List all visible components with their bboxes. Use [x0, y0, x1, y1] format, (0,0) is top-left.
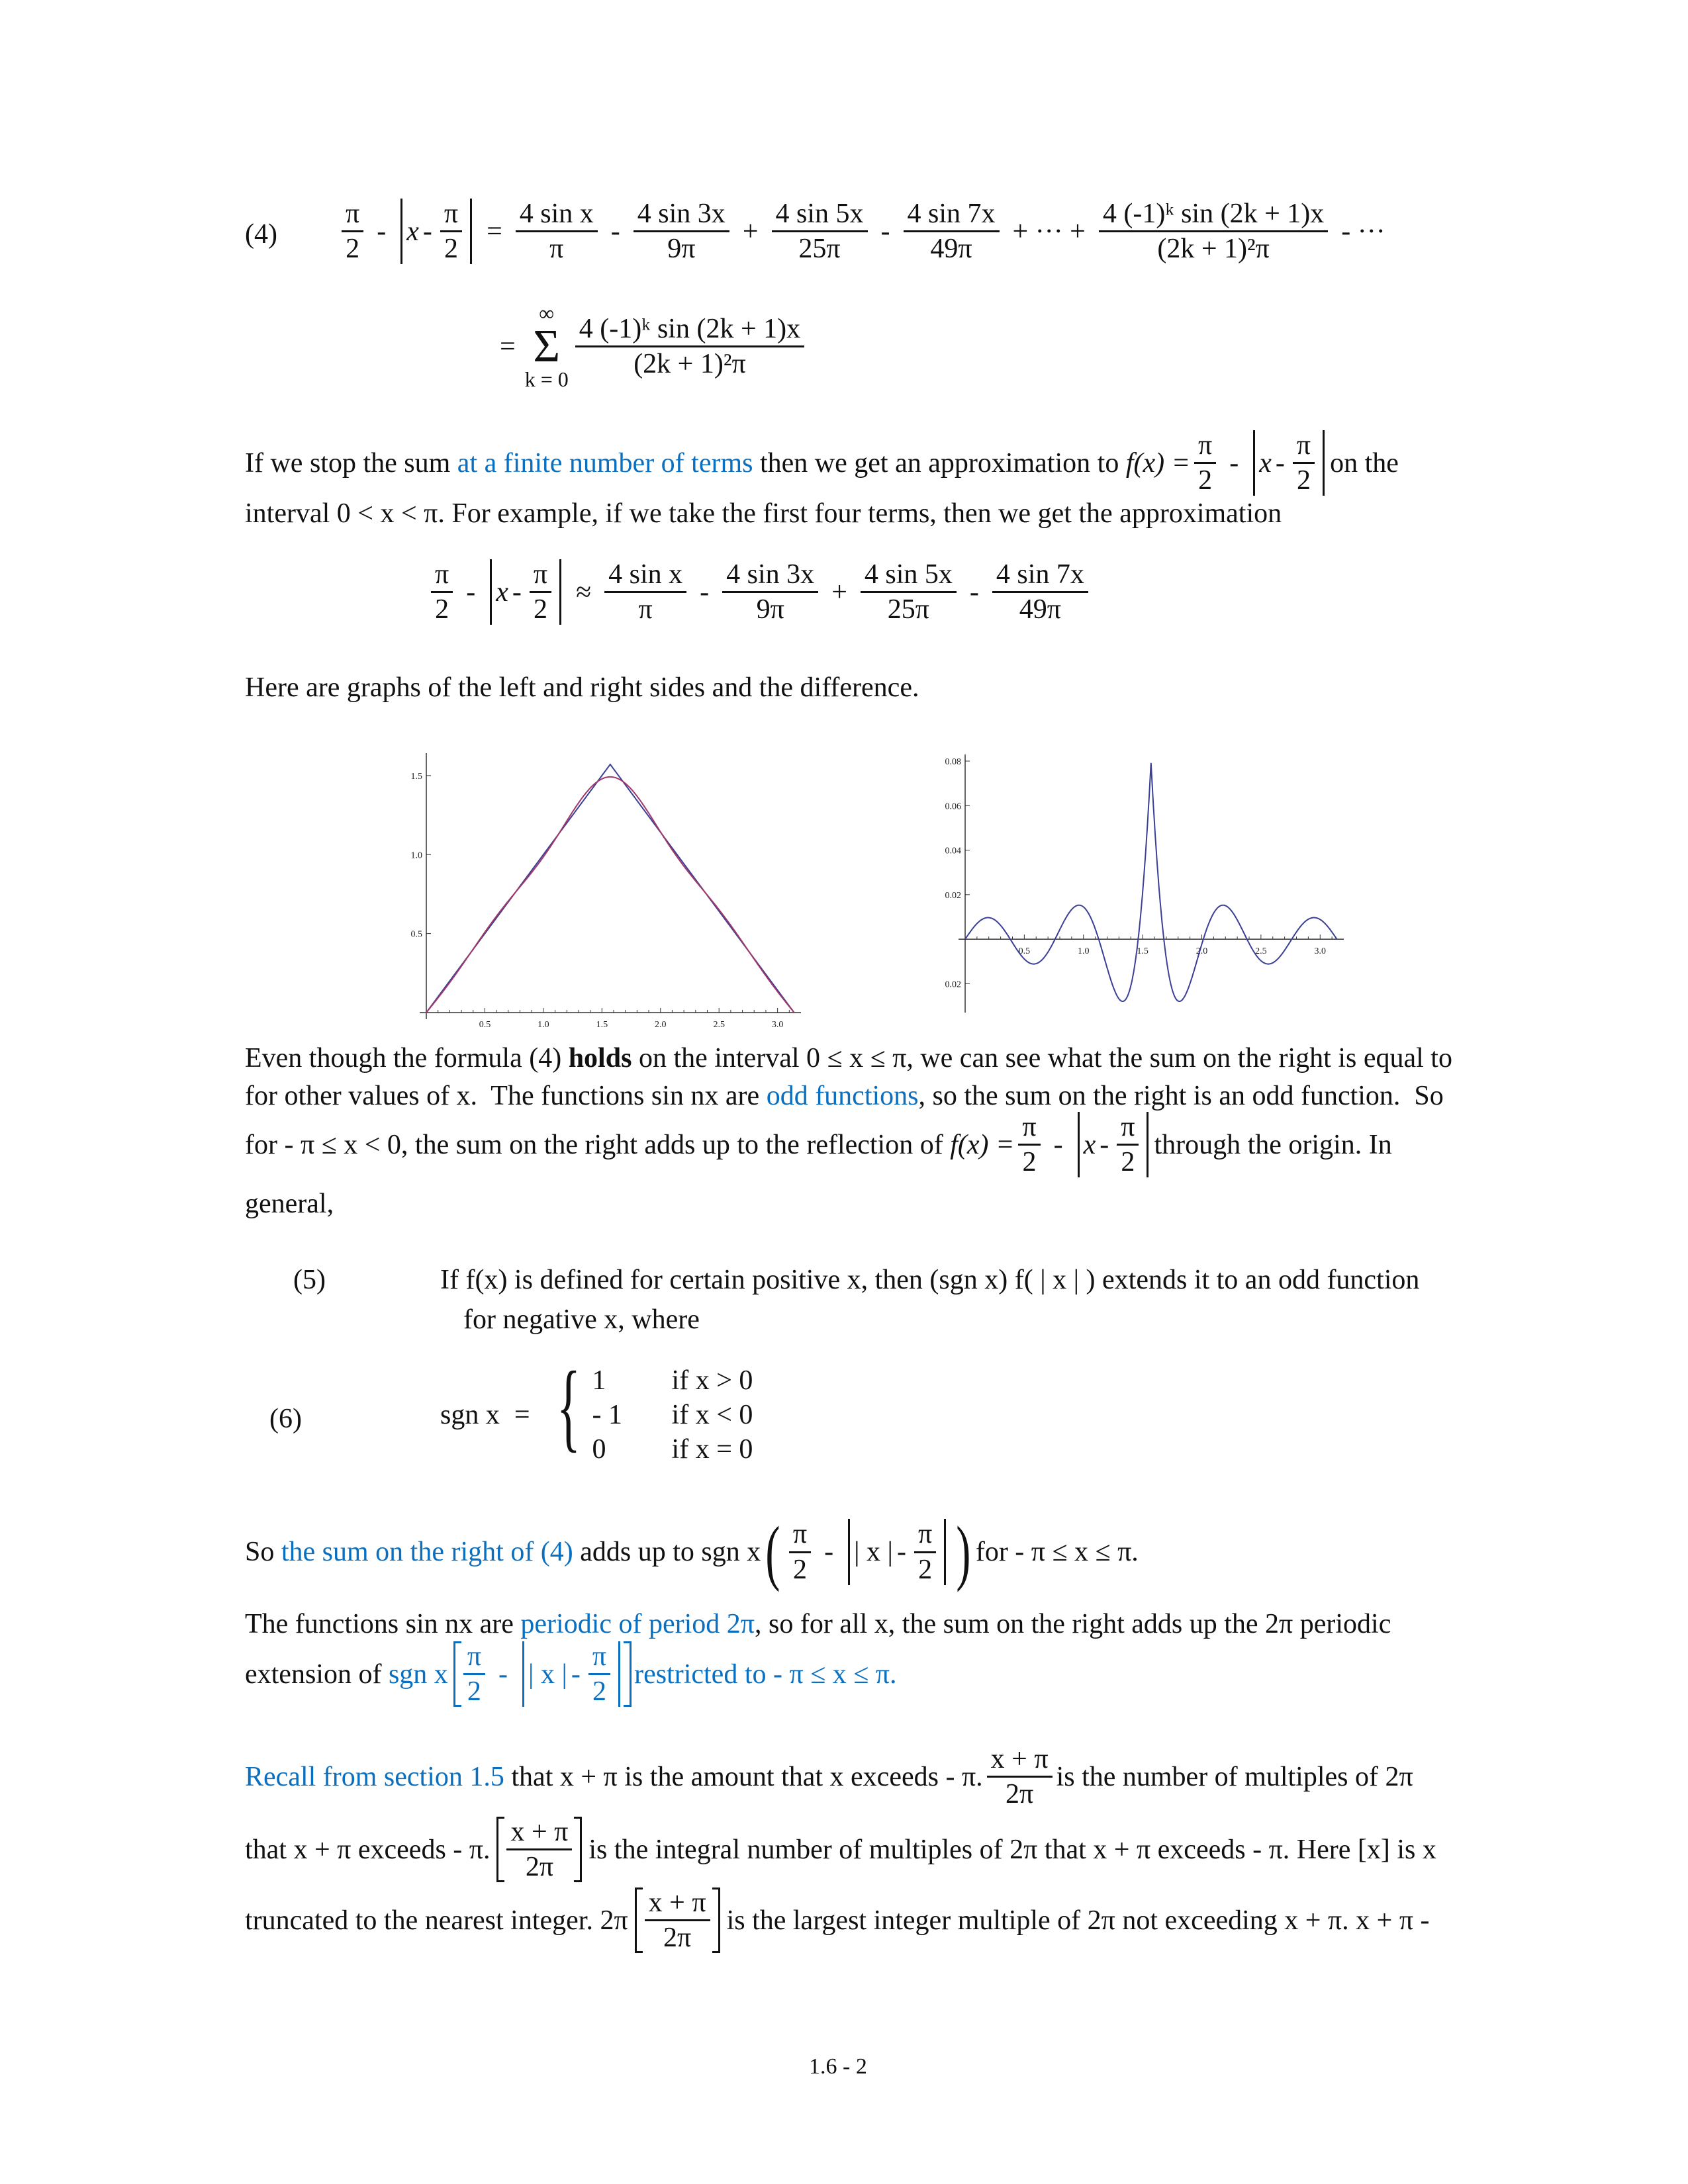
link-finite-number-of-terms[interactable]: at a finite number of terms — [457, 447, 753, 478]
case-row — [592, 1363, 753, 1398]
denominator: 2π — [1006, 1779, 1034, 1810]
fraction-x-plus-pi-over-2pi — [987, 1744, 1053, 1809]
case-value: 1 — [592, 1365, 606, 1396]
numerator: π — [1018, 1112, 1040, 1146]
fraction-pi-over-2 — [1293, 430, 1315, 496]
paragraph-periodic-line2 — [245, 1641, 897, 1707]
fraction-pi-over-2 — [1194, 430, 1216, 496]
y-tick-label: 0.04 — [945, 846, 961, 856]
text: The functions sin nx are — [245, 1609, 521, 1639]
case-row — [592, 1432, 753, 1467]
x-tick-label: 3.0 — [771, 1020, 784, 1030]
equation-number-6: (6) — [269, 1404, 302, 1434]
function-fx: f(x) = — [950, 1129, 1015, 1160]
x-tick-label: 3.0 — [1314, 946, 1326, 957]
numerator: π — [1194, 430, 1216, 464]
numerator: π — [463, 1641, 485, 1675]
minus-sign: - — [498, 1659, 508, 1690]
denominator: 2 — [1198, 465, 1213, 496]
text: that x + π exceeds - π. — [245, 1834, 491, 1865]
case-condition: if x = 0 — [671, 1434, 753, 1465]
denominator: 2π — [663, 1923, 692, 1954]
minus-sign: - — [1053, 1129, 1063, 1160]
denominator: 2π — [525, 1852, 554, 1883]
y-tick-label: 0.5 — [410, 929, 422, 940]
fraction-x-plus-pi-over-2pi — [506, 1817, 572, 1882]
case-condition: if x < 0 — [671, 1400, 753, 1430]
fraction-pi-over-2 — [789, 1519, 811, 1584]
term-1 — [516, 199, 598, 264]
denominator: 2 — [533, 594, 547, 625]
statement-5-line2: for negative x, where — [463, 1304, 700, 1335]
series-line — [426, 764, 794, 1013]
numerator: π — [588, 1641, 610, 1675]
operator: - — [880, 216, 890, 247]
x-tick-label: 0.5 — [1018, 946, 1031, 957]
minus-sign: - — [1229, 447, 1239, 478]
operator: - — [610, 216, 620, 247]
fraction-pi-over-2 — [342, 199, 363, 264]
x-tick-label: 1.5 — [1137, 946, 1149, 957]
absolute-value — [1078, 1112, 1149, 1177]
text: for other values of x. The functions sin nx are — [245, 1081, 767, 1111]
fraction-pi-over-2 — [914, 1519, 936, 1584]
x-tick-label: 1.5 — [596, 1020, 608, 1030]
y-tick-label: 0.06 — [945, 801, 961, 812]
numerator: π — [789, 1519, 811, 1553]
text: , so for all x, the sum on the right adds up the 2π periodic — [755, 1609, 1391, 1639]
operator: - — [700, 576, 710, 608]
paragraph-periodic-line1 — [245, 1608, 1391, 1640]
fraction-pi-over-2 — [588, 1641, 610, 1707]
text: is the number of multiples of 2π — [1056, 1761, 1413, 1792]
fraction-x-plus-pi-over-2pi — [645, 1888, 710, 1953]
text: then we get an approximation to — [753, 447, 1126, 478]
denominator: 2 — [592, 1676, 606, 1707]
abs-x: | x | — [528, 1659, 567, 1690]
left-paren-icon: ( — [765, 1512, 780, 1592]
absolute-value — [1253, 430, 1325, 496]
minus-sign: - — [824, 1537, 834, 1567]
numerator: π — [1117, 1112, 1139, 1146]
paragraph-odd-extension-line2 — [245, 1080, 1444, 1112]
text: on the interval 0 ≤ x ≤ π, we can see what the sum on the right is equal to — [632, 1043, 1452, 1073]
general-term — [575, 314, 804, 379]
minus-sign: - — [1275, 447, 1285, 478]
denominator: (2k + 1)²π — [633, 349, 746, 379]
denominator: 49π — [930, 234, 972, 265]
sum-lower-limit: k = 0 — [524, 367, 569, 391]
chart-left-right-sides — [384, 741, 821, 1030]
paragraph-recall-line2 — [245, 1817, 1436, 1882]
text: Even though the formula (4) — [245, 1043, 569, 1073]
numerator: 4 sin 5x — [861, 559, 957, 593]
denominator: (2k + 1)²π — [1157, 234, 1270, 265]
case-value: - 1 — [592, 1400, 623, 1430]
link-recall-section-1-5[interactable]: Recall from section 1.5 — [245, 1761, 504, 1792]
link-sum-on-right-of-4[interactable]: the sum on the right of (4) — [281, 1537, 573, 1567]
graphs-caption: Here are graphs of the left and right sides and the difference. — [245, 672, 919, 703]
absolute-value — [400, 199, 472, 264]
text: through the origin. In — [1154, 1129, 1392, 1160]
link-odd-functions[interactable]: odd functions — [766, 1081, 919, 1111]
x-tick-label: 1.0 — [538, 1020, 549, 1030]
approx-sign: ≈ — [576, 576, 592, 608]
variable-x: x — [1083, 1129, 1096, 1160]
text: is the largest integer multiple of 2π not exceeding x + π. x + π - — [726, 1905, 1430, 1936]
variable-x: x — [496, 576, 508, 608]
denominator: 9π — [667, 234, 696, 265]
y-tick-label: 0.02 — [945, 979, 961, 990]
series-line — [426, 777, 794, 1013]
minus-sign: - — [896, 1537, 906, 1567]
bracket-expression[interactable] — [453, 1641, 632, 1707]
minus-sign: - — [1100, 1129, 1109, 1160]
denominator: 25π — [887, 594, 929, 625]
x-tick-label: 1.0 — [1078, 946, 1090, 957]
paragraph-odd-extension-line3 — [245, 1112, 1392, 1177]
bold-holds: holds — [568, 1043, 632, 1073]
fraction-pi-over-2 — [1018, 1112, 1040, 1177]
denominator: 2 — [918, 1554, 933, 1585]
numerator: 4 sin 7x — [904, 199, 1000, 232]
numerator: π — [1293, 430, 1315, 464]
case-value: 0 — [592, 1434, 606, 1465]
denominator: 2 — [346, 234, 360, 265]
sgn-definition — [440, 1351, 753, 1467]
denominator: π — [549, 234, 564, 265]
function-fx: f(x) = — [1125, 447, 1190, 478]
right-paren-icon: ) — [956, 1512, 971, 1592]
case-row — [592, 1398, 753, 1432]
text: If we stop the sum — [245, 447, 457, 478]
text: truncated to the nearest integer. 2π — [245, 1905, 628, 1936]
paragraph-approximation — [245, 430, 1399, 496]
text: that x + π is the amount that x exceeds - π. — [504, 1761, 983, 1792]
term-3 — [861, 559, 957, 625]
floor-bracket — [635, 1888, 720, 1953]
floor-bracket — [496, 1817, 582, 1882]
equation-4-summation — [500, 301, 808, 392]
equation-number-4: (4) — [245, 219, 277, 250]
text: So — [245, 1537, 281, 1567]
numerator: 4 sin 3x — [633, 199, 729, 232]
statement-5-line1: If f(x) is defined for certain positive x, then (sgn x) f( | x | ) extends it to an odd function — [440, 1265, 1420, 1295]
denominator: 2 — [435, 594, 449, 625]
text: is the integral number of multiples of 2π that x + π exceeds - π. Here [x] is x — [588, 1834, 1436, 1865]
minus-sign: - — [466, 576, 476, 608]
denominator: 25π — [798, 234, 841, 265]
variable-x: x — [406, 216, 419, 247]
term-1 — [604, 559, 686, 625]
variable-x: x — [1259, 447, 1272, 478]
approximation-formula — [427, 559, 1092, 625]
link-periodic-of-period-2pi[interactable]: periodic of period 2π — [520, 1609, 755, 1639]
denominator: 2 — [1022, 1147, 1037, 1178]
numerator: x + π — [987, 1744, 1053, 1778]
equals-sign: = — [500, 331, 516, 362]
numerator: x + π — [645, 1888, 710, 1921]
abs-x: | x | — [854, 1537, 893, 1567]
numerator: 4 sin 5x — [772, 199, 868, 232]
general-term — [1099, 199, 1328, 264]
y-tick-label: 1.5 — [410, 771, 422, 782]
fraction-pi-over-2 — [1117, 1112, 1139, 1177]
fraction-pi-over-2 — [440, 199, 462, 264]
equals-sign: = — [487, 216, 502, 247]
paragraph-sum-right-of-4 — [245, 1512, 1139, 1592]
numerator: 4 sin x — [604, 559, 686, 593]
denominator: 9π — [756, 594, 784, 625]
denominator: 2 — [467, 1676, 481, 1707]
equation-4 — [338, 199, 1395, 264]
operator: - — [969, 576, 979, 608]
denominator: 2 — [444, 234, 458, 265]
fraction-pi-over-2 — [431, 559, 453, 625]
operator: + — [742, 216, 759, 247]
term-4 — [992, 559, 1088, 625]
numerator: π — [342, 199, 363, 232]
operator: + — [831, 576, 847, 608]
y-tick-label: 1.0 — [410, 850, 422, 861]
numerator: x + π — [506, 1817, 572, 1850]
text: , so the sum on the right is an odd function. So — [918, 1081, 1444, 1111]
text: extension of — [245, 1659, 389, 1690]
paragraph-recall-line1 — [245, 1744, 1413, 1809]
trailing-ellipsis: - ··· — [1341, 216, 1385, 247]
page-number: 1.6 - 2 — [809, 2054, 867, 2079]
text: adds up to sgn x — [573, 1537, 761, 1567]
denominator: 2 — [1121, 1147, 1135, 1178]
left-brace-icon: { — [556, 1351, 581, 1461]
denominator: π — [638, 594, 653, 625]
numerator: 4 (-1)ᵏ sin (2k + 1)x — [1099, 199, 1328, 232]
text: for - π ≤ x ≤ π. — [975, 1537, 1139, 1567]
denominator: 2 — [793, 1554, 808, 1585]
numerator: 4 sin x — [516, 199, 598, 232]
x-tick-label: 2.0 — [1196, 946, 1208, 957]
fraction-pi-over-2 — [463, 1641, 485, 1707]
summation-symbol — [525, 301, 569, 392]
operator: + ··· + — [1012, 216, 1086, 247]
numerator: π — [440, 199, 462, 232]
fraction-pi-over-2 — [530, 559, 551, 625]
denominator: 49π — [1019, 594, 1061, 625]
link-sgn-x[interactable]: sgn x — [388, 1659, 448, 1690]
numerator: π — [431, 559, 453, 593]
term-2 — [633, 199, 729, 264]
equals-sign: = — [514, 1400, 530, 1430]
paragraph-approximation-line2: interval 0 < x < π. For example, if we take the first four terms, then we get the approximation — [245, 498, 1282, 529]
equation-number-5: (5) — [293, 1265, 326, 1295]
y-tick-label: 0.08 — [945, 757, 961, 767]
absolute-value — [522, 1641, 620, 1707]
term-4 — [904, 199, 1000, 264]
x-tick-label: 2.5 — [713, 1020, 725, 1030]
paragraph-recall-line3 — [245, 1888, 1430, 1953]
x-tick-label: 0.5 — [479, 1020, 491, 1030]
paragraph-odd-extension-line1 — [245, 1042, 1452, 1074]
piecewise-cases — [545, 1351, 753, 1467]
text: on the — [1330, 447, 1399, 478]
minus-sign: - — [512, 576, 522, 608]
term-2 — [722, 559, 818, 625]
link-restricted-to[interactable]: restricted to - π ≤ x ≤ π. — [634, 1659, 897, 1690]
denominator: 2 — [1296, 465, 1311, 496]
series-line — [965, 763, 1337, 1001]
minus-sign: - — [377, 216, 387, 247]
chart-difference — [914, 741, 1364, 1019]
sigma-icon: Σ — [533, 321, 561, 372]
numerator: π — [914, 1519, 936, 1553]
sgn-x: sgn x — [440, 1400, 500, 1430]
paragraph-odd-extension-line4: general, — [245, 1189, 334, 1219]
numerator: π — [530, 559, 551, 593]
numerator: 4 sin 3x — [722, 559, 818, 593]
y-tick-label: 0.02 — [945, 890, 961, 901]
absolute-value — [848, 1519, 946, 1584]
minus-sign: - — [571, 1659, 581, 1690]
case-condition: if x > 0 — [671, 1365, 753, 1396]
numerator: 4 (-1)ᵏ sin (2k + 1)x — [575, 314, 804, 347]
term-3 — [772, 199, 868, 264]
minus-sign: - — [422, 216, 432, 247]
text: for - π ≤ x < 0, the sum on the right adds up to the reflection of — [245, 1129, 951, 1160]
x-tick-label: 2.5 — [1255, 946, 1267, 957]
numerator: 4 sin 7x — [992, 559, 1088, 593]
absolute-value — [490, 559, 561, 625]
x-tick-label: 2.0 — [655, 1020, 667, 1030]
sum-upper-limit: ∞ — [539, 301, 555, 325]
